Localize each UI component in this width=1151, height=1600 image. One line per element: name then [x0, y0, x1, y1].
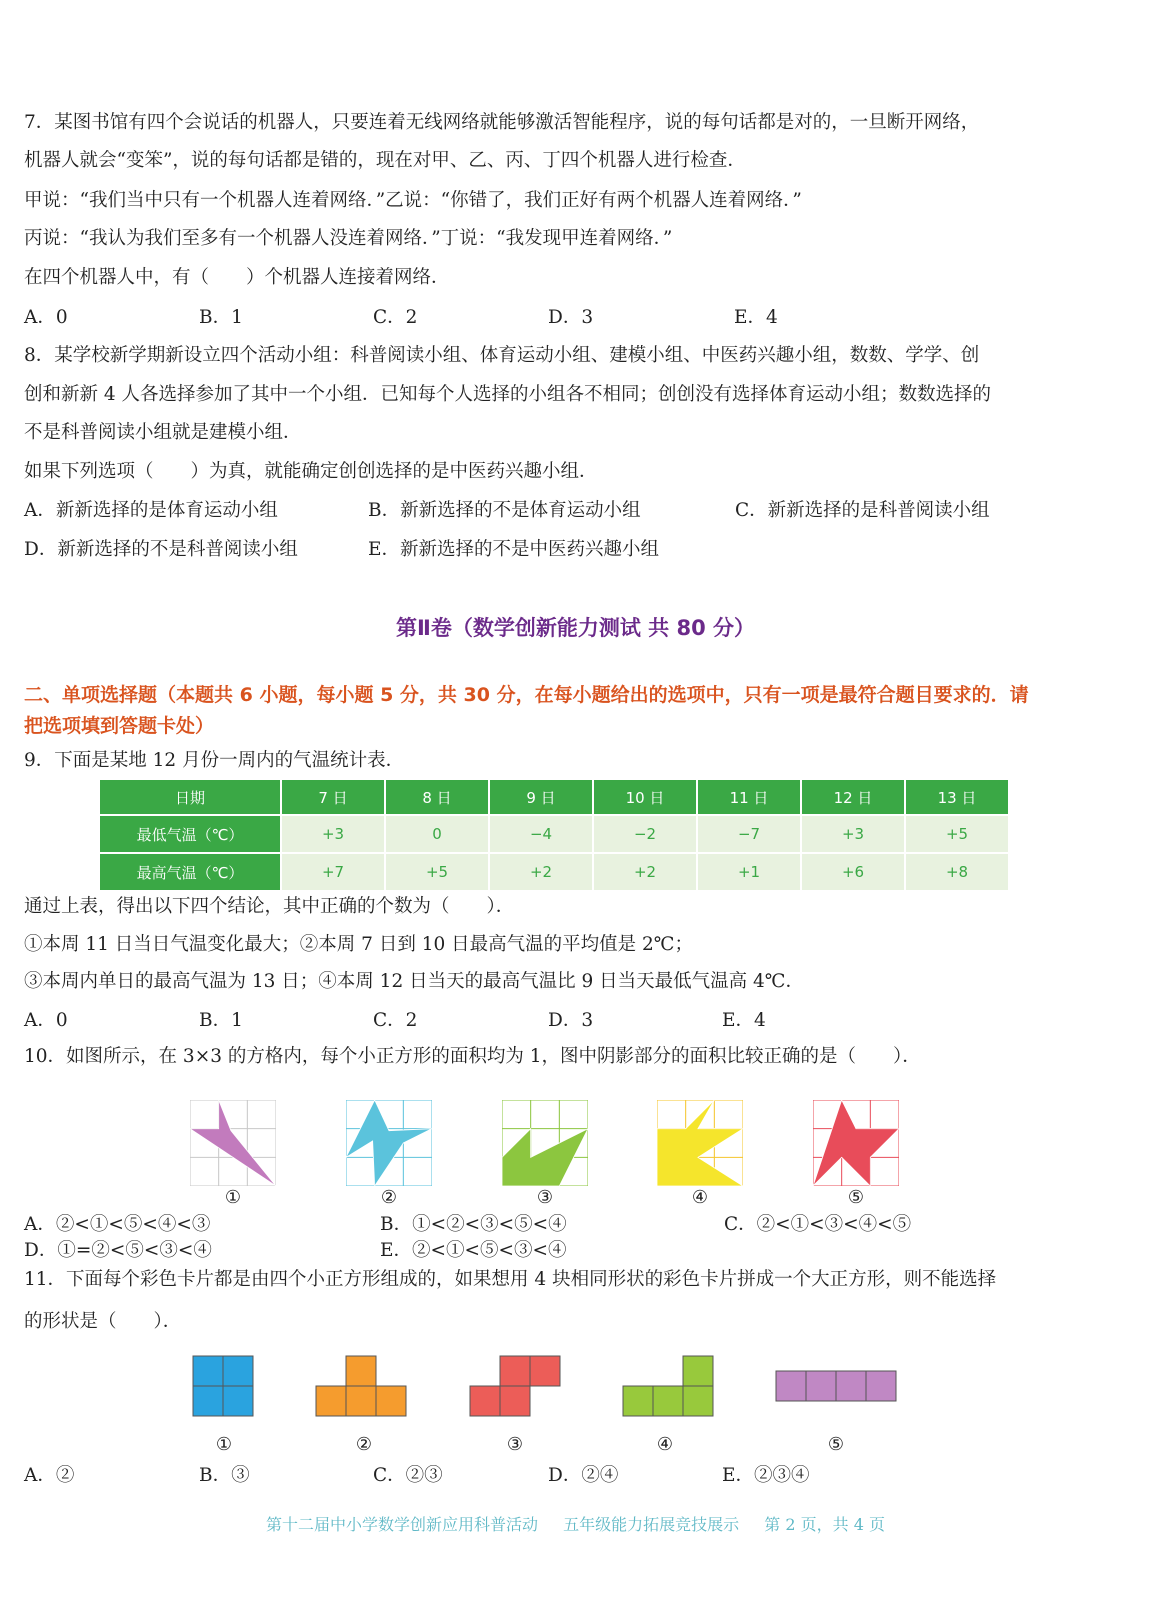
q7-option-d: D．3: [548, 307, 594, 328]
q10-option-c: C．②<①<③<④<⑤: [724, 1214, 912, 1235]
card-2-caption: ②: [355, 1434, 373, 1455]
table-header-cell: 11 日: [697, 779, 801, 815]
q10-line: 10．如图所示，在 3×3 的方格内，每个小正方形的面积均为 1，图中阴影部分的面积比较正确的是（ ）．: [24, 1046, 921, 1067]
q10-option-d: D．①=②<⑤<③<④: [24, 1240, 212, 1261]
figure-5: [813, 1100, 899, 1186]
section2-heading-line-1: 二、单项选择题（本题共 6 小题，每小题 5 分，共 30 分，在每小题给出的选项中，只有一项是最符合题目要求的．请: [24, 684, 1029, 706]
q8-line-4: 如果下列选项（ ）为真，就能确定创创选择的是中医药兴趣小组．: [24, 461, 598, 482]
card-2: [315, 1355, 407, 1417]
table-cell: +3: [281, 815, 385, 853]
q8-option-e: E．新新选择的不是中医药兴趣小组: [368, 539, 660, 560]
q7-line-3: 甲说：“我们当中只有一个机器人连着网络．”乙说：“你错了，我们正好有两个机器人连着网络．”: [24, 190, 802, 211]
table-header-cell: 10 日: [593, 779, 697, 815]
table-cell: −2: [593, 815, 697, 853]
section2-heading-line-2: 把选项填到答题卡处）: [24, 715, 215, 737]
figure-3-caption: ③: [536, 1187, 554, 1208]
q10-option-a: A．②<①<⑤<④<③: [24, 1214, 211, 1235]
figure-3: [502, 1100, 588, 1186]
q8-line-3: 不是科普阅读小组就是建模小组．: [24, 422, 302, 443]
table-cell: +6: [801, 853, 905, 891]
q9-option-c: C．2: [373, 1010, 418, 1031]
row-label: 最高气温（℃）: [99, 853, 281, 891]
q8-option-d: D．新新选择的不是科普阅读小组: [24, 539, 298, 560]
table-cell: +2: [489, 853, 593, 891]
footer-grade: 五年级能力拓展竞技展示: [563, 1515, 740, 1534]
figure-1-caption: ①: [224, 1187, 242, 1208]
card-4: [622, 1355, 714, 1417]
table-cell: +1: [697, 853, 801, 891]
row-label: 最低气温（℃）: [99, 815, 281, 853]
footer-event: 第十二届中小学数学创新应用科普活动: [266, 1515, 539, 1534]
figure-4: [657, 1100, 743, 1186]
q8-option-a: A．新新选择的是体育运动小组: [24, 500, 278, 521]
q9-line-3: ③本周内单日的最高气温为 13 日；④本周 12 日当天的最高气温比 9 日当天最低气温高 4℃．: [24, 971, 804, 992]
q7-line-5: 在四个机器人中，有（ ）个机器人连接着网络．: [24, 267, 450, 288]
table-cell: −4: [489, 815, 593, 853]
figure-1: [190, 1100, 276, 1186]
table-cell: +2: [593, 853, 697, 891]
q9-option-e: E．4: [722, 1010, 766, 1031]
table-header-cell: 8 日: [385, 779, 489, 815]
figure-2-caption: ②: [380, 1187, 398, 1208]
table-cell: +7: [281, 853, 385, 891]
q9-line-2: ①本周 11 日当日气温变化最大；②本周 7 日到 10 日最高气温的平均值是 2℃；: [24, 934, 693, 955]
card-4-caption: ④: [656, 1434, 674, 1455]
q7-line-1: 7．某图书馆有四个会说话的机器人，只要连着无线网络就能够激活智能程序，说的每句话都是对的，一旦断开网络，: [24, 112, 980, 133]
table-header-cell: 12 日: [801, 779, 905, 815]
table-header-cell: 9 日: [489, 779, 593, 815]
q11-line-2: 的形状是（ ）．: [24, 1311, 182, 1332]
q8-line-1: 8．某学校新学期新设立四个活动小组：科普阅读小组、体育运动小组、建模小组、中医药兴趣小组，数数、学学、创: [24, 345, 980, 366]
q11-option-c: C．②③: [373, 1465, 443, 1486]
figure-2: [346, 1100, 432, 1186]
part2-title: 第Ⅱ卷（数学创新能力测试 共 80 分）: [396, 616, 755, 640]
card-3: [469, 1355, 561, 1417]
table-row: [99, 815, 1009, 853]
footer-page-number: 第 2 页，共 4 页: [764, 1515, 885, 1534]
q8-line-2: 创和新新 4 人各选择参加了其中一个小组．已知每个人选择的小组各不相同；创创没有选择体育运动小组；数数选择的: [24, 384, 992, 405]
q7-line-2: 机器人就会“变笨”，说的每句话都是错的，现在对甲、乙、丙、丁四个机器人进行检查．: [24, 150, 746, 171]
table-header-cell: 13 日: [905, 779, 1009, 815]
card-1: [192, 1355, 254, 1417]
card-1-caption: ①: [215, 1434, 233, 1455]
table-cell: +5: [905, 815, 1009, 853]
q9-option-a: A．0: [24, 1010, 68, 1031]
q11-option-d: D．②④: [548, 1465, 619, 1486]
q10-option-b: B．①<②<③<⑤<④: [380, 1214, 567, 1235]
card-5: [775, 1370, 897, 1402]
q8-option-b: B．新新选择的不是体育运动小组: [368, 500, 641, 521]
q7-option-c: C．2: [373, 307, 418, 328]
table-header-cell: 日期: [99, 779, 281, 815]
q9-option-d: D．3: [548, 1010, 594, 1031]
page-footer: [0, 1512, 1151, 1535]
card-3-caption: ③: [506, 1434, 524, 1455]
q11-option-e: E．②③④: [722, 1465, 810, 1486]
table-cell: 0: [385, 815, 489, 853]
temperature-table: [98, 778, 1010, 892]
figure-5-caption: ⑤: [847, 1187, 865, 1208]
table-cell: +3: [801, 815, 905, 853]
q7-option-b: B．1: [199, 307, 243, 328]
table-cell: +5: [385, 853, 489, 891]
card-5-caption: ⑤: [827, 1434, 845, 1455]
table-cell: +8: [905, 853, 1009, 891]
table-header-row: [99, 779, 1009, 815]
q9-option-b: B．1: [199, 1010, 243, 1031]
q11-option-a: A．②: [24, 1465, 75, 1486]
table-cell: −7: [697, 815, 801, 853]
figure-4-caption: ④: [691, 1187, 709, 1208]
q7-option-a: A．0: [24, 307, 68, 328]
q9-line-1: 通过上表，得出以下四个结论，其中正确的个数为（ ）．: [24, 896, 515, 917]
q7-option-e: E．4: [734, 307, 778, 328]
q8-option-c: C．新新选择的是科普阅读小组: [735, 500, 990, 521]
q11-line-1: 11．下面每个彩色卡片都是由四个小正方形组成的，如果想用 4 块相同形状的彩色卡片拼成一个大正方形，则不能选择: [24, 1269, 997, 1290]
table-header-cell: 7 日: [281, 779, 385, 815]
q10-option-e: E．②<①<⑤<③<④: [380, 1240, 567, 1261]
q11-option-b: B．③: [199, 1465, 250, 1486]
table-row: [99, 853, 1009, 891]
q9-intro: 9．下面是某地 12 月份一周内的气温统计表．: [24, 750, 405, 771]
q7-line-4: 丙说：“我认为我们至多有一个机器人没连着网络．”丁说：“我发现甲连着网络．”: [24, 228, 673, 249]
